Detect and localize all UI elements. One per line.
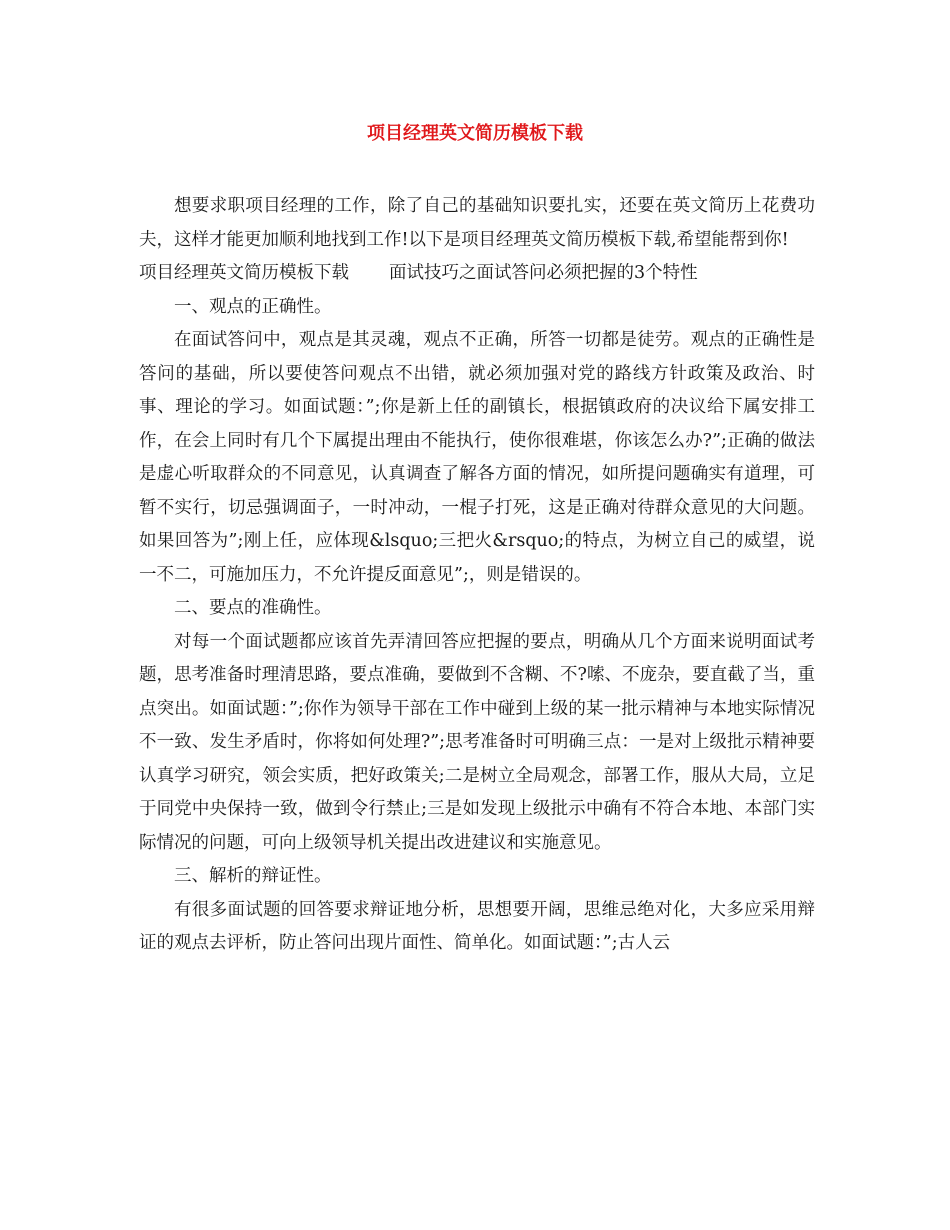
subheading-line [139, 257, 815, 291]
section1-body: 在面试答问中，观点是其灵魂，观点不正确，所答一切都是徒劳。观点的正确性是答问的基础，所以要使答问观点不出错，就必须加强对党的路线方针政策及政治、时事、理论的学习。如面试题：”;你是新上任的副镇长，根据镇政府的决议给下属安排工作，在会上同时有几个下属提出理由不能执行，使你很难堪，你该怎么办?”;正确的做法是虚心听取群众的不同意见，认真调查了解各方面的情况，如所提问题确实有道理，可暂不实行，切忌强调面子，一时冲动，一棍子打死，这是正确对待群众意见的大问题。如果回答为”;刚上任，应体现&lsquo;三把火&rsquo;的特点，为树立自己的威望，说一不二，可施加压力，不允许提反面意见”;，则是错误的。 [139, 330, 815, 585]
section1-heading: 一、观点的正确性。 [174, 296, 332, 317]
page-title: 项目经理英文简历模板下载 [367, 123, 583, 144]
section2-body: 对每一个面试题都应该首先弄清回答应把握的要点，明确从几个方面来说明面试考题，思考准备时理清思路，要点准确，要做到不含糊、不?嗦、不庞杂，要直截了当，重点突出。如面试题：”;你作为领导干部在工作中碰到上级的某一批示精神与本地实际情况不一致、发生矛盾时，你将如何处理?”;思考准备时可明确三点：一是对上级批示精神要认真学习研究，领会实质，把好政策关;二是树立全局观念，部署工作，服从大局，立足于同党中央保持一致，做到令行禁止;三是如发现上级批示中确有不符合本地、本部门实际情况的问题，可向上级领导机关提出改进建议和实施意见。 [139, 631, 815, 853]
document-body [139, 190, 815, 961]
intro-paragraph: 想要求职项目经理的工作，除了自己的基础知识要扎实，还要在英文简历上花费功夫，这样才能更加顺利地找到工作!以下是项目经理英文简历模板下载,希望能帮到你! [139, 196, 815, 250]
subheading-left: 项目经理英文简历模板下载 [139, 263, 349, 283]
section3-body: 有很多面试题的回答要求辩证地分析，思想要开阔，思维忌绝对化，大多应采用辩证的观点去评析，防止答问出现片面性、简单化。如面试题：”;古人云 [139, 899, 815, 953]
section3-heading: 三、解析的辩证性。 [174, 866, 332, 886]
section2-heading: 二、要点的准确性。 [174, 598, 332, 618]
subheading-right: 面试技巧之面试答问必须把握的3个特性 [389, 263, 698, 283]
